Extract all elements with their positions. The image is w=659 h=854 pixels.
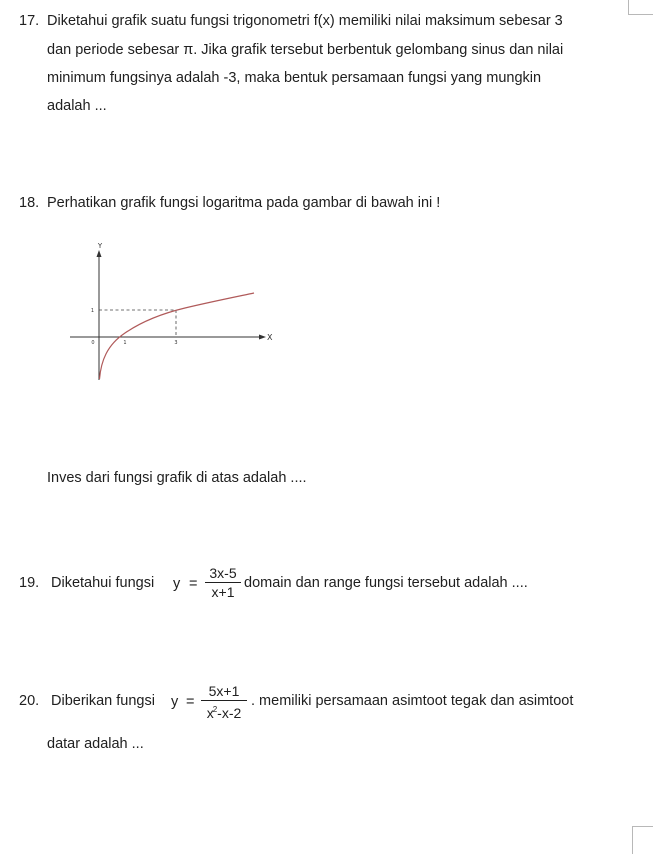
question-20-equals: = [186, 694, 195, 710]
question-17-line-3: minimum fungsinya adalah -3, maka bentuk persamaan fungsi yang mungkin [47, 70, 542, 86]
question-19-var: y [173, 576, 181, 592]
question-20-number: 20. [19, 693, 40, 709]
question-17-line-4: adalah ... [47, 98, 107, 114]
y-axis-label: Y [97, 242, 103, 250]
tick-label-origin: 0 [91, 340, 95, 346]
tick-label-x-one: 1 [123, 340, 127, 346]
logarithm-curve [100, 293, 255, 379]
question-17-line-1: Diketahui grafik suatu fungsi trigonometri f(x) memiliki nilai maksimum sebesar 3 [47, 13, 563, 29]
question-20-suffix: . memiliki persamaan asimtoot tegak dan asimtoot [251, 693, 574, 709]
x-axis-arrow [259, 335, 266, 340]
question-19-equals: = [189, 576, 198, 592]
question-19-suffix: domain dan range fungsi tersebut adalah .... [244, 575, 528, 591]
question-19-number: 19. [19, 575, 40, 591]
logarithm-graph [60, 238, 275, 383]
fraction-denominator: x+1 [211, 584, 235, 600]
page-corner-mark-top [628, 0, 653, 15]
x-axis-label: X [267, 333, 273, 342]
question-18-text: Perhatikan grafik fungsi logaritma pada gambar di bawah ini ! [47, 195, 441, 211]
question-20-fraction [201, 683, 247, 721]
question-18-follow-up: Inves dari fungsi grafik di atas adalah .... [47, 470, 307, 486]
question-17-number: 17. [19, 13, 40, 29]
denominator-exponent: 2 [212, 705, 218, 714]
question-20-prefix: Diberikan fungsi [51, 693, 155, 709]
fraction-numerator: 3x-5 [205, 565, 241, 583]
tick-label-y-one: 1 [90, 308, 94, 314]
fraction-numerator: 5x+1 [201, 683, 247, 701]
page-corner-mark-bottom [632, 826, 653, 854]
y-axis-arrow [97, 250, 102, 257]
question-18-number: 18. [19, 195, 40, 211]
fraction-denominator [201, 701, 247, 721]
tick-label-x-three: 3 [174, 340, 178, 346]
question-20-line-2: datar adalah ... [47, 736, 144, 752]
question-19-fraction [205, 565, 241, 600]
denominator-base: x [206, 705, 214, 721]
question-19-prefix: Diketahui fungsi [51, 575, 155, 591]
denominator-rest: -x-2 [217, 705, 242, 721]
question-17-line-2: dan periode sebesar π. Jika grafik tersebut berbentuk gelombang sinus dan nilai [47, 42, 564, 58]
question-20-var: y [171, 694, 179, 710]
